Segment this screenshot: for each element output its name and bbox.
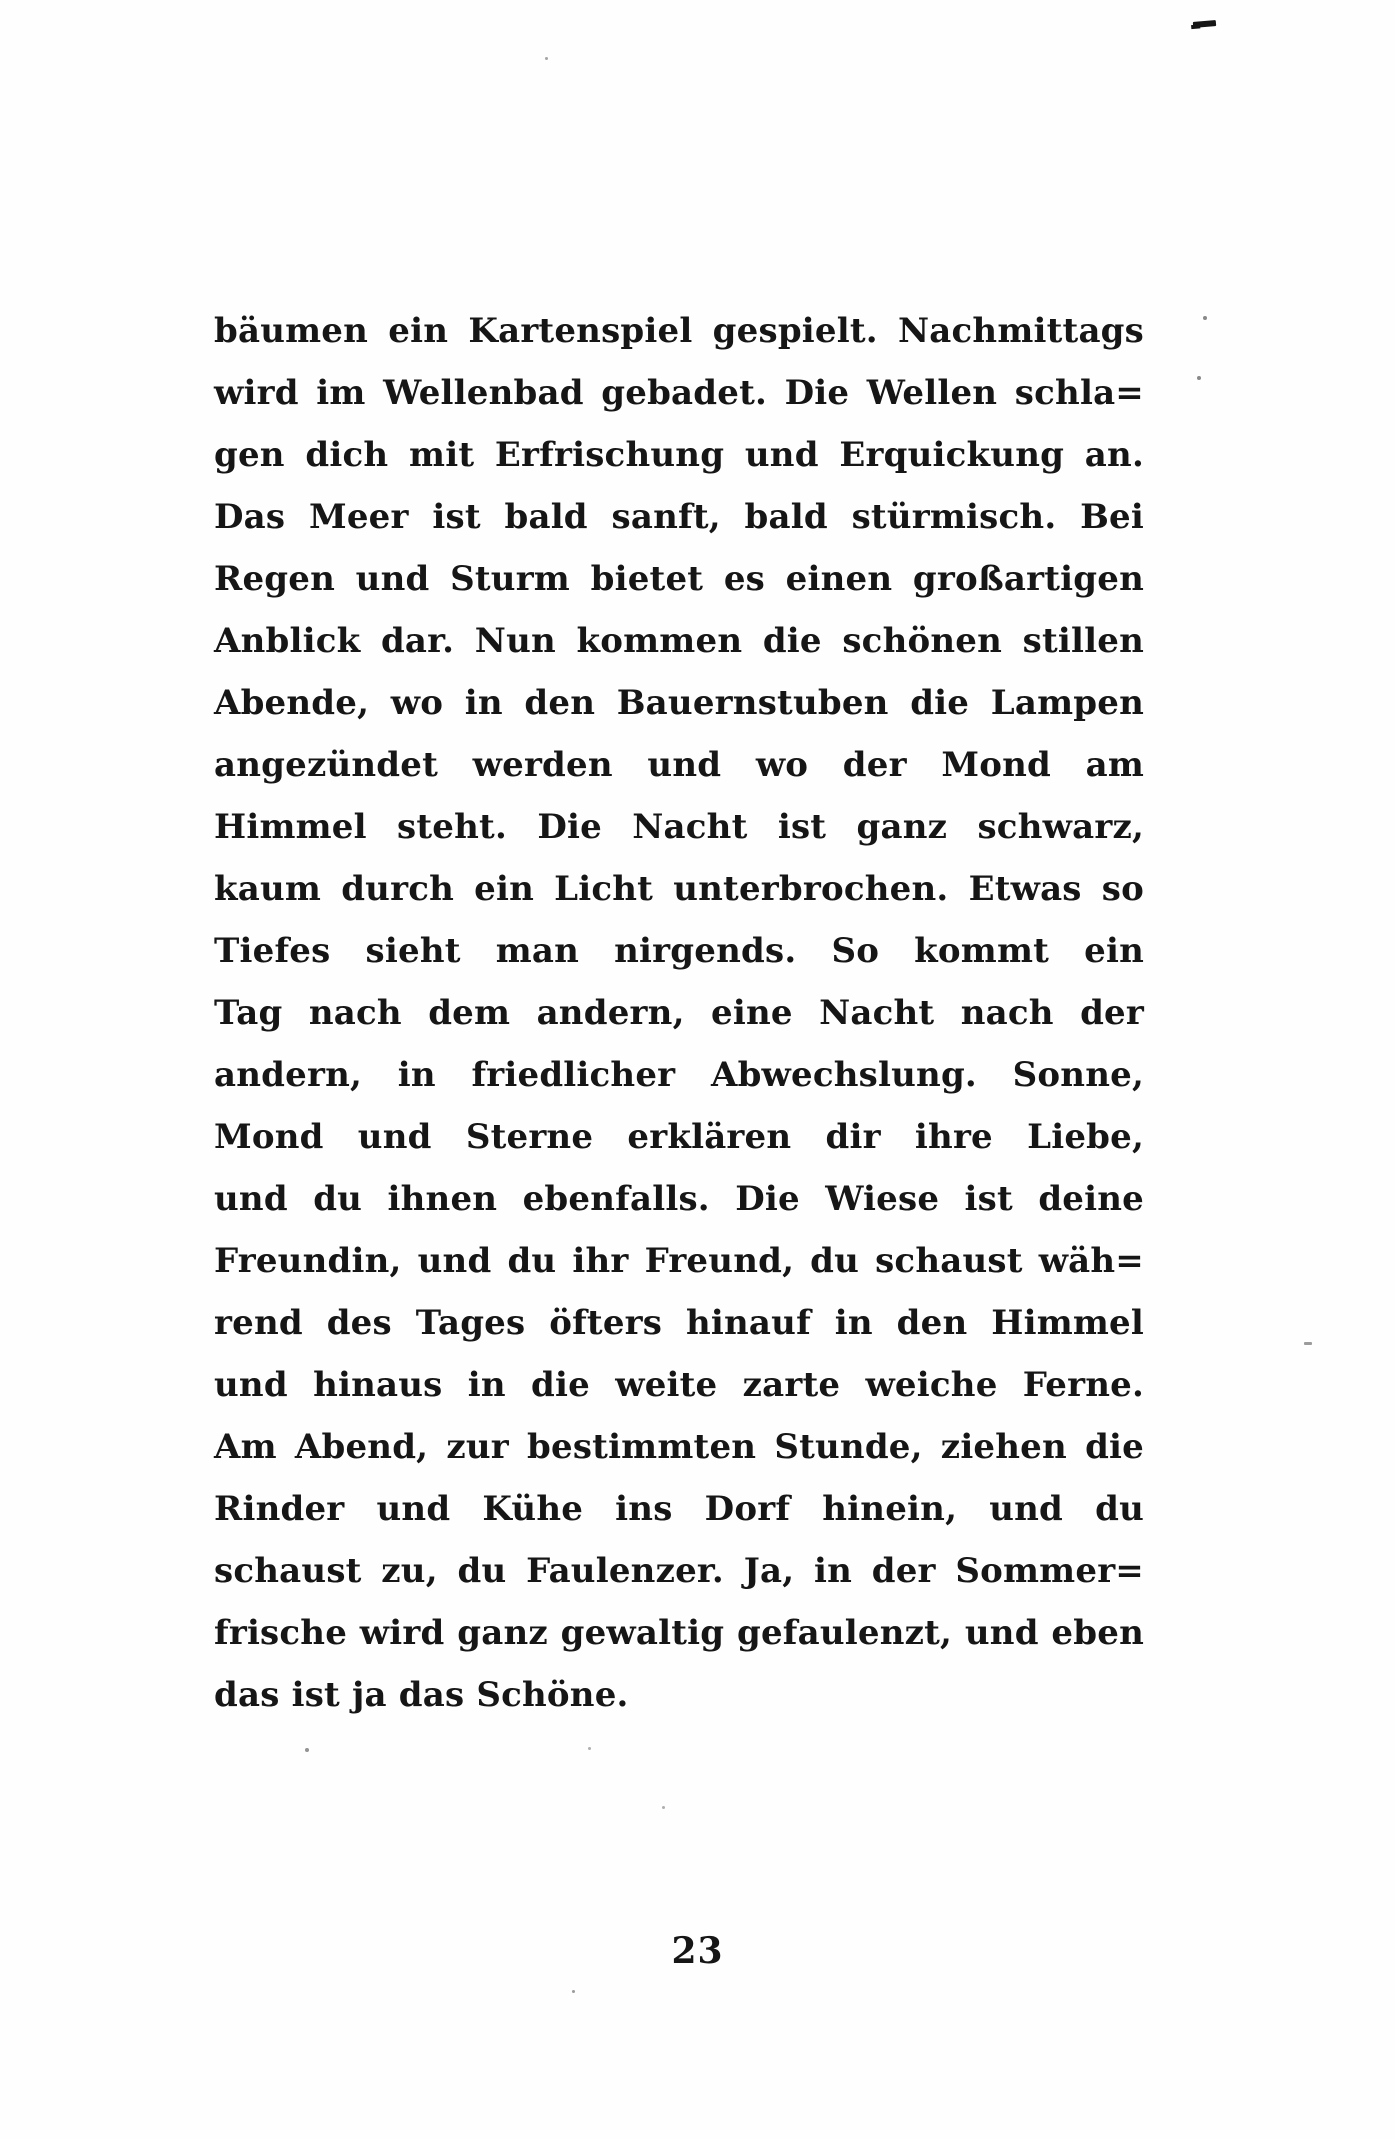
scan-speck	[545, 57, 548, 60]
scan-speck	[305, 1748, 309, 1752]
page-text	[214, 300, 1144, 1726]
text-line-1: bäumen ein Kartenspiel gespielt. Nachmittags	[214, 311, 1144, 351]
scan-speck	[1203, 316, 1207, 320]
scan-speck	[662, 1806, 665, 1809]
text-line-6: Anblick dar. Nun kommen die schönen stillen	[214, 621, 1144, 661]
text-line-5: Regen und Sturm bietet es einen großartigen	[214, 559, 1144, 599]
text-line-9: Himmel steht. Die Nacht ist ganz schwarz,	[214, 807, 1144, 847]
text-line-4: Das Meer ist bald sanft, bald stürmisch. Bei	[214, 497, 1144, 537]
text-line-15: und du ihnen ebenfalls. Die Wiese ist deine	[214, 1179, 1144, 1219]
text-line-18: und hinaus in die weite zarte weiche Ferne.	[214, 1365, 1144, 1405]
scan-artifact-dash-icon	[1193, 20, 1216, 28]
text-line-2: wird im Wellenbad gebadet. Die Wellen schla=	[214, 373, 1144, 413]
text-line-19: Am Abend, zur bestimmten Stunde, ziehen die	[214, 1427, 1144, 1467]
scan-speck	[572, 1990, 575, 1993]
text-line-8: angezündet werden und wo der Mond am	[214, 745, 1144, 785]
page-number: 23	[671, 1930, 724, 1972]
text-line-3: gen dich mit Erfrischung und Erquickung an.	[214, 435, 1144, 475]
text-line-11: Tiefes sieht man nirgends. So kommt ein	[214, 931, 1144, 971]
text-line-21: schaust zu, du Faulenzer. Ja, in der Sommer=	[214, 1551, 1144, 1591]
scan-speck	[1197, 376, 1201, 380]
text-line-12: Tag nach dem andern, eine Nacht nach der	[214, 993, 1144, 1033]
text-line-23: das ist ja das Schöne.	[214, 1675, 629, 1715]
scan-speck	[588, 1747, 591, 1750]
text-line-17: rend des Tages öfters hinauf in den Himmel	[214, 1303, 1144, 1343]
text-line-20: Rinder und Kühe ins Dorf hinein, und du	[214, 1489, 1144, 1529]
text-line-10: kaum durch ein Licht unterbrochen. Etwas so	[214, 869, 1144, 909]
text-line-7: Abende, wo in den Bauernstuben die Lampen	[214, 683, 1144, 723]
text-line-22: frische wird ganz gewaltig gefaulenzt, und eben	[214, 1613, 1144, 1653]
text-line-14: Mond und Sterne erklären dir ihre Liebe,	[214, 1117, 1144, 1157]
text-line-16: Freundin, und du ihr Freund, du schaust wäh=	[214, 1241, 1144, 1281]
text-line-13: andern, in friedlicher Abwechslung. Sonne,	[214, 1055, 1144, 1095]
scan-speck	[1304, 1342, 1312, 1345]
